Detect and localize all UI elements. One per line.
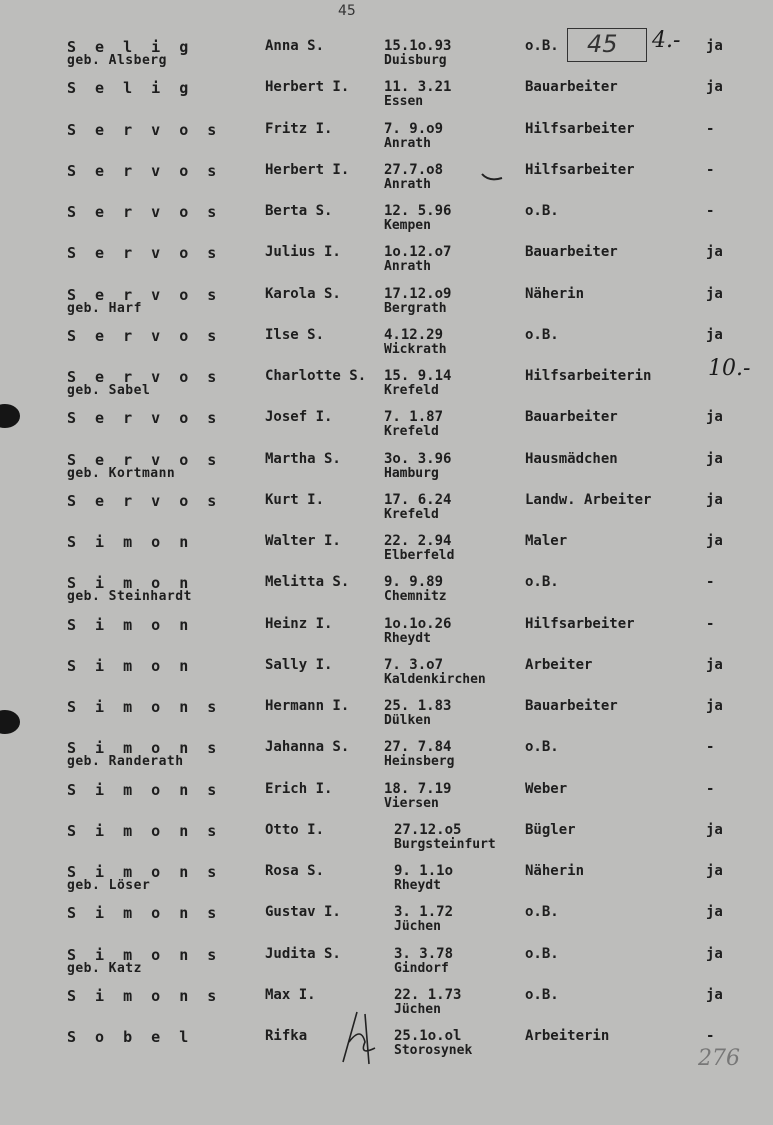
occupation: Arbeiterin [525,1028,610,1044]
occupation: o.B. [525,326,559,343]
status-flag: - [706,780,715,797]
surname: S i m o n s [67,739,222,758]
first-name: Jahanna S. [265,739,350,756]
occupation: o.B. [525,38,559,54]
status-flag: ja [706,326,723,343]
birth-date: 12. 5.96 [384,203,452,219]
occupation: Hilfsarbeiter [525,615,635,632]
first-name: Herbert I. [265,79,350,96]
register-row [0,657,773,697]
surname: S i m o n [67,656,194,675]
first-name: Josef I. [265,409,333,426]
occupation: o.B. [525,986,559,1003]
occupation: o.B. [525,945,559,962]
birth-place: Elberfeld [384,548,455,563]
occupation: Hilfsarbeiter [525,161,635,178]
surname: S e r v o s [67,450,222,469]
register-row [0,286,773,326]
maiden-name: geb. Löser [67,878,151,893]
occupation: Maler [525,533,568,549]
first-name: Kurt I. [265,491,325,508]
birth-date: 7. 3.o7 [384,656,444,673]
birth-place: Gindorf [394,960,449,976]
maiden-name: geb. Alsberg [67,53,167,68]
occupation: o.B. [525,904,559,921]
maiden-name: geb. Harf [67,300,142,316]
surname: S e r v o s [67,326,222,345]
page-number: 45 [338,3,356,19]
register-row [0,904,773,944]
status-flag: - [706,161,715,178]
status-flag: - [706,120,715,137]
register-row [0,162,773,202]
birth-date: 3. 1.72 [394,904,454,921]
surname: S e r v o s [67,161,222,180]
first-name: Otto I. [265,821,325,838]
stamp-fee: 4.- [652,28,681,53]
surname: S e r v o s [67,285,222,304]
occupation: Weber [525,780,568,797]
birth-date: 17. 6.24 [384,491,452,508]
surname: S e r v o s [67,244,222,263]
birth-place: Heinsberg [384,754,455,770]
surname: S e r v o s [67,491,222,510]
occupation: Hilfsarbeiterin [525,368,652,384]
surname: S i m o n s [67,698,222,716]
status-flag: ja [706,533,723,549]
birth-date: 17.12.o9 [384,285,452,302]
occupation: Arbeiter [525,656,593,673]
status-flag: - [706,739,715,756]
status-flag: ja [706,821,723,838]
register-row [0,79,773,119]
birth-place: Chemnitz [384,589,447,605]
birth-date: 27.12.o5 [394,821,462,838]
stamp-box-number: 45 [587,30,618,58]
birth-date: 15.1o.93 [384,38,452,54]
birth-date: 27.7.o8 [384,161,444,178]
status-flag: ja [706,986,723,1003]
status-flag: - [706,574,715,591]
surname: S e r v o s [67,368,222,386]
register-row [0,616,773,656]
status-flag: ja [706,38,723,54]
footer-archive-number: 276 [698,1046,740,1071]
register-row [0,451,773,491]
first-name: Karola S. [265,285,341,302]
register-row [0,203,773,243]
birth-date: 22. 2.94 [384,533,452,549]
birth-place: Wickrath [384,341,447,357]
surname: S e l i g [67,38,194,56]
first-name: Fritz I. [265,120,333,137]
surname: S i m o n s [67,863,222,881]
surname: S e l i g [67,79,194,98]
first-name: Gustav I. [265,904,341,921]
register-row [0,38,773,78]
birth-date: 7. 1.87 [384,409,444,426]
status-flag: ja [706,79,723,96]
register-row [0,698,773,738]
birth-date: 1o.12.o7 [384,244,452,261]
surname: S i m o n [67,615,194,634]
birth-date: 1o.1o.26 [384,615,452,632]
status-flag: - [706,1028,715,1044]
first-name: Berta S. [265,203,333,219]
birth-place: Kempen [384,218,431,233]
maiden-name: geb. Katz [67,960,142,976]
birth-place: Bergrath [384,300,447,316]
birth-place: Viersen [384,795,439,811]
first-name: Rosa S. [265,863,325,879]
first-name: Rifka [265,1028,308,1044]
birth-date: 3. 3.78 [394,945,454,962]
birth-place: Anrath [384,176,431,192]
occupation: Näherin [525,863,585,879]
occupation: Bauarbeiter [525,698,618,714]
birth-date: 4.12.29 [384,326,444,343]
status-flag: ja [706,244,723,261]
birth-date: 22. 1.73 [394,986,462,1003]
register-row [0,739,773,779]
status-flag: ja [706,656,723,673]
birth-place: Duisburg [384,53,447,68]
birth-place: Krefeld [384,506,439,522]
birth-place: Burgsteinfurt [394,836,496,852]
occupation: o.B. [525,739,559,756]
status-flag: - [706,203,715,219]
birth-date: 3o. 3.96 [384,450,452,467]
status-flag: - [706,615,715,632]
first-name: Judita S. [265,945,341,962]
occupation: Hilfsarbeiter [525,120,635,137]
birth-date: 9. 9.89 [384,574,444,591]
surname: S i m o n s [67,821,222,840]
first-name: Erich I. [265,780,333,797]
maiden-name: geb. Randerath [67,754,184,770]
birth-date: 25.1o.ol [394,1028,462,1044]
birth-place: Storosynek [394,1043,473,1058]
register-row [0,368,773,408]
register-row [0,863,773,903]
first-name: Martha S. [265,450,341,467]
occupation: Bügler [525,821,576,838]
surname: S i m o n s [67,780,222,799]
birth-date: 9. 1.1o [394,863,454,879]
birth-place: Jüchen [394,1001,441,1017]
register-row [0,244,773,284]
birth-place: Dülken [384,713,431,728]
occupation: Näherin [525,285,585,302]
register-row [0,822,773,862]
birth-place: Krefeld [384,424,439,440]
first-name: Ilse S. [265,326,325,343]
register-row [0,574,773,614]
birth-date: 7. 9.o9 [384,120,444,137]
surname: S e r v o s [67,203,222,221]
register-row [0,946,773,986]
occupation: Bauarbeiter [525,79,618,96]
occupation: Bauarbeiter [525,409,618,426]
maiden-name: geb. Kortmann [67,465,176,481]
birth-place: Essen [384,94,424,110]
surname: S i m o n [67,574,194,593]
birth-place: Rheydt [384,630,431,646]
birth-place: Jüchen [394,919,441,935]
birth-date: 25. 1.83 [384,698,452,714]
occupation: Hausmädchen [525,450,618,467]
status-flag: ja [706,698,723,714]
first-name: Hermann I. [265,698,350,714]
register-row [0,327,773,367]
birth-date: 15. 9.14 [384,368,452,384]
occupation: o.B. [525,203,559,219]
birth-place: Hamburg [384,465,439,481]
surname: S o b e l [67,1028,194,1046]
surname: S e r v o s [67,120,222,139]
status-flag: ja [706,409,723,426]
occupation: o.B. [525,574,559,591]
birth-date: 11. 3.21 [384,79,452,96]
status-flag: ja [706,450,723,467]
birth-place: Rheydt [394,878,441,893]
status-flag: ja [706,491,723,508]
birth-date: 18. 7.19 [384,780,452,797]
status-flag: ja [706,285,723,302]
first-name: Charlotte S. [265,368,367,384]
surname: S i m o n s [67,986,222,1005]
birth-place: Krefeld [384,383,439,398]
first-name: Anna S. [265,38,325,54]
first-name: Julius I. [265,244,341,261]
status-flag: ja [706,863,723,879]
status-flag: ja [706,945,723,962]
occupation: Landw. Arbeiter [525,491,652,508]
birth-place: Anrath [384,135,431,151]
status-flag: ja [706,904,723,921]
register-row [0,409,773,449]
occupation: Bauarbeiter [525,244,618,261]
first-name: Heinz I. [265,615,333,632]
handwritten-fee: 10.- [708,356,751,381]
register-row [0,1028,773,1068]
surname: S i m o n s [67,904,222,923]
first-name: Walter I. [265,533,341,549]
birth-place: Anrath [384,259,431,275]
first-name: Melitta S. [265,574,350,591]
register-row [0,987,773,1027]
first-name: Sally I. [265,656,333,673]
maiden-name: geb. Sabel [67,383,151,398]
register-row [0,533,773,573]
surname: S i m o n [67,533,194,551]
birth-date: 27. 7.84 [384,739,452,756]
birth-place: Kaldenkirchen [384,671,486,687]
register-row [0,121,773,161]
register-row [0,492,773,532]
surname: S e r v o s [67,409,222,428]
register-row [0,781,773,821]
first-name: Max I. [265,986,316,1003]
first-name: Herbert I. [265,161,350,178]
surname: S i m o n s [67,945,222,964]
maiden-name: geb. Steinhardt [67,589,192,605]
